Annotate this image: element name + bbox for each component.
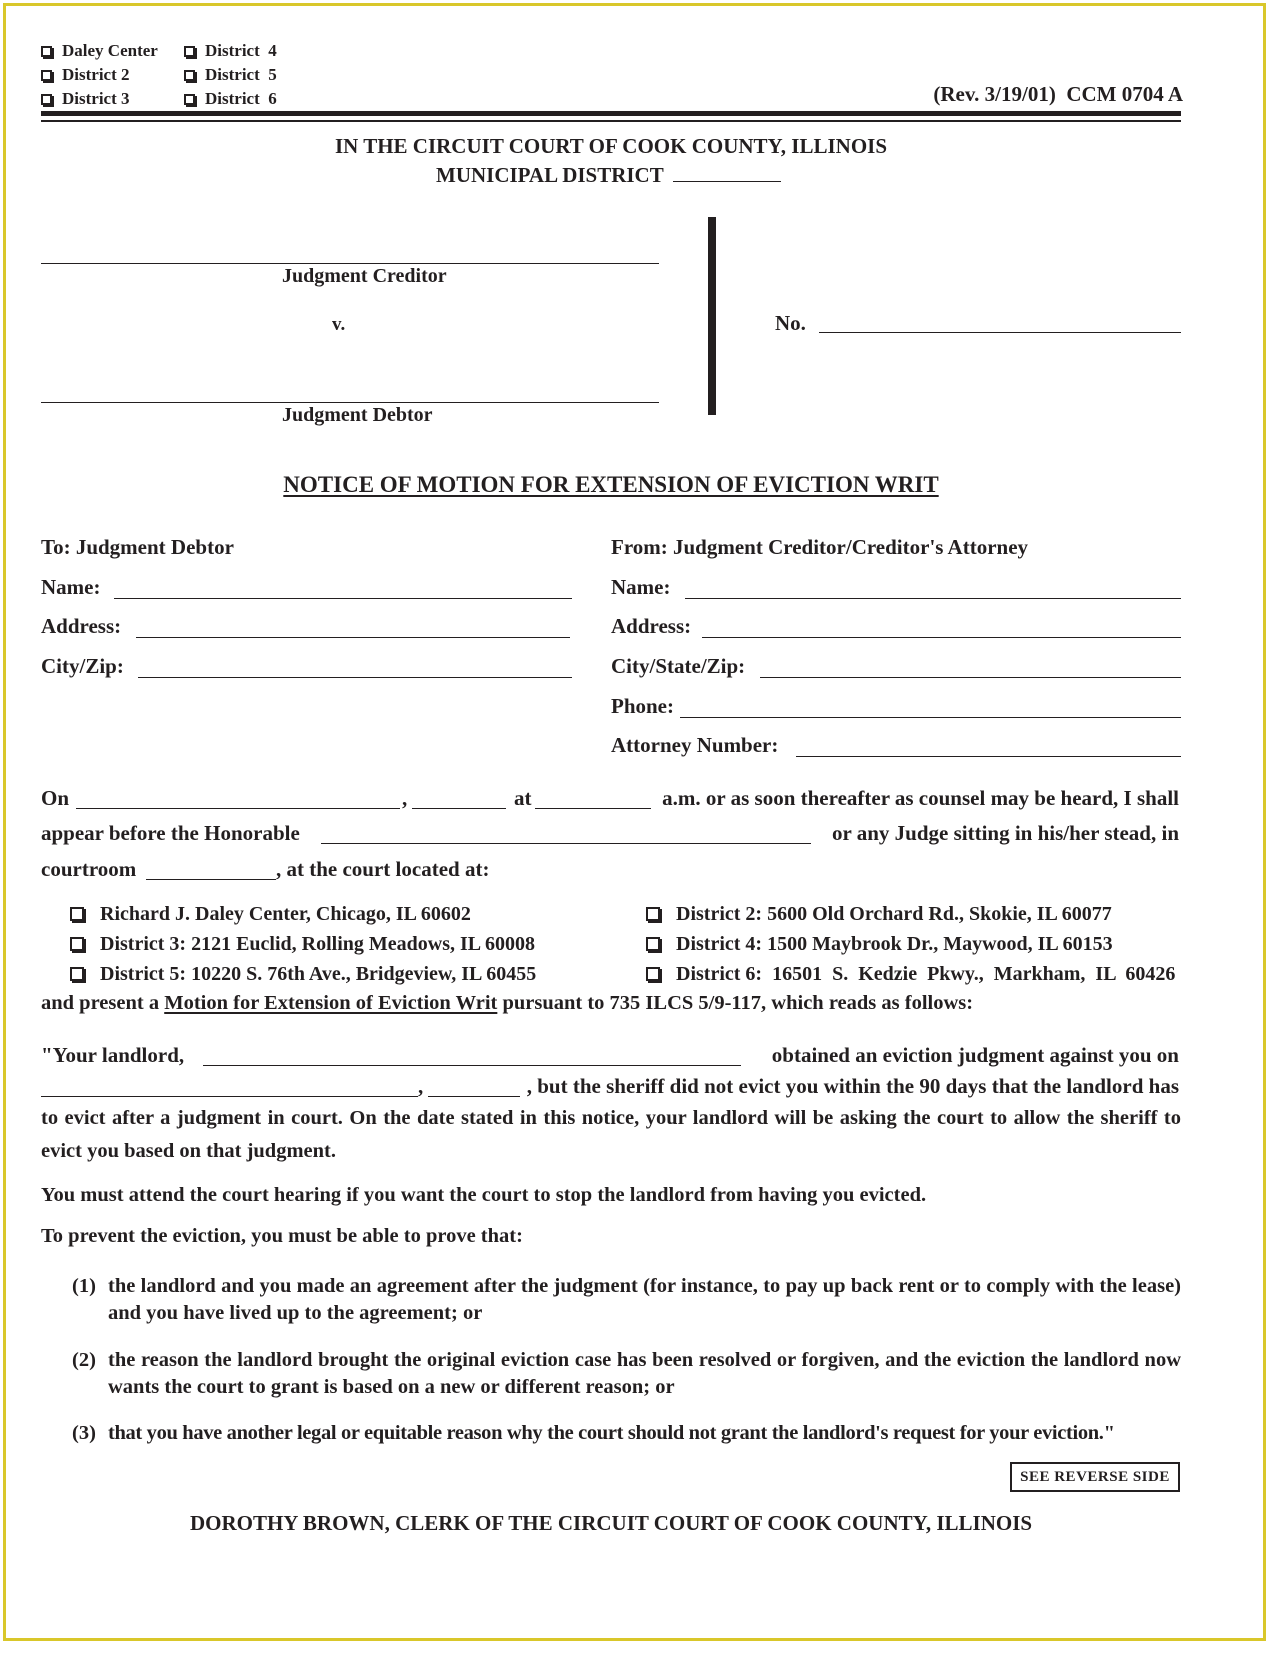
landlord-name-field[interactable] [203, 1065, 741, 1066]
checkbox-icon [184, 94, 195, 105]
hearing-at-label: at [514, 786, 532, 810]
stead-text: or any Judge sitting in his/her stead, in [832, 821, 1179, 845]
prevent-text: To prevent the eviction, you must be able to prove that: [41, 1225, 523, 1247]
court-name: IN THE CIRCUIT COURT OF COOK COUNTY, ILLINOIS [335, 134, 887, 158]
to-cityzip-label: City/Zip: [41, 654, 124, 678]
to-address-label: Address: [41, 614, 122, 638]
motion-name: Motion for Extension of Eviction Writ [164, 992, 498, 1014]
list-item: (2) the reason the landlord brought the original eviction case has been resolved or forgiven, and the eviction the landlord now wants the court to grant is based on a new or different reason; or [72, 1349, 1181, 1398]
quote-but: , but the sheriff did not evict you within the 90 days that the landlord has [526, 1074, 1179, 1098]
creditor-name-field[interactable] [41, 263, 659, 264]
from-citystatezip-label: City/State/Zip: [611, 654, 746, 678]
court-option-district-4[interactable]: District 4: 1500 Maybrook Dr., Maywood, IL 60153 [646, 929, 1182, 959]
hearing-year-field[interactable] [412, 808, 506, 809]
clerk-footer: DOROTHY BROWN, CLERK OF THE CIRCUIT COURT OF COOK COUNTY, ILLINOIS [189, 1511, 1033, 1535]
to-address-field[interactable] [136, 637, 570, 638]
checkbox-icon [184, 46, 195, 57]
court-option-district-5[interactable]: District 5: 10220 S. 76th Ave., Bridgeview, IL 60455 [70, 959, 536, 989]
list-item: (3) that you have another legal or equitable reason why the court should not grant the landlord's request for your eviction." [72, 1422, 1115, 1444]
from-name-field[interactable] [685, 598, 1181, 599]
creditor-label: Judgment Creditor [282, 265, 447, 287]
checkbox-icon [41, 94, 52, 105]
judgment-year-field[interactable] [428, 1096, 520, 1097]
district-number-field[interactable] [673, 181, 781, 182]
courtroom-field[interactable] [146, 879, 276, 880]
from-address-label: Address: [611, 614, 692, 638]
checkbox-icon [41, 70, 52, 81]
checkbox-icon [70, 967, 84, 981]
comma: , [418, 1074, 424, 1098]
judge-name-field[interactable] [321, 843, 811, 844]
checkbox-district-2[interactable]: District 2 [41, 63, 158, 87]
quote-start: "Your landlord, [41, 1043, 185, 1067]
document-title: NOTICE OF MOTION FOR EXTENSION OF EVICTION WRIT [283, 472, 939, 497]
district-checkboxes-col2 [184, 39, 277, 111]
to-heading: To: Judgment Debtor [41, 535, 234, 559]
caption-divider [708, 217, 716, 415]
from-name-label: Name: [611, 575, 671, 599]
from-phone-field[interactable] [680, 717, 1181, 718]
from-attorney-number-label: Attorney Number: [611, 733, 779, 757]
checkbox-district-3[interactable]: District 3 [41, 87, 158, 111]
versus-label: v. [332, 314, 346, 335]
from-heading: From: Judgment Creditor/Creditor's Attorney [611, 535, 1029, 559]
checkbox-daley-center[interactable]: Daley Center [41, 39, 158, 63]
to-name-field[interactable] [114, 598, 572, 599]
case-no-label: No. [775, 311, 806, 335]
court-locations-right [646, 899, 1182, 989]
comma: , [402, 786, 408, 810]
header-rule-thick [41, 111, 1181, 116]
checkbox-district-4[interactable]: District 4 [184, 39, 277, 63]
checkbox-district-6[interactable]: District 6 [184, 87, 277, 111]
see-reverse-side-box: SEE REVERSE SIDE [1010, 1462, 1180, 1492]
checkbox-icon [41, 46, 52, 57]
hearing-date-field[interactable] [76, 808, 400, 809]
debtor-label: Judgment Debtor [282, 404, 433, 426]
district-checkboxes-col1 [41, 39, 158, 111]
checkbox-icon [70, 907, 84, 921]
form-page [3, 3, 1266, 1641]
from-attorney-number-field[interactable] [796, 756, 1181, 757]
court-option-district-6[interactable]: District 6: 16501 S. Kedzie Pkwy., Markham, IL 60426 [646, 959, 1182, 989]
court-locations-left [70, 899, 536, 989]
header-rule-thin [41, 120, 1181, 122]
form-revision: (Rev. 3/19/01) CCM 0704 A [933, 82, 1183, 106]
present-motion-text: and present a Motion for Extension of Eviction Writ pursuant to 735 ILCS 5/9-117, which reads as follows: [41, 992, 974, 1014]
quote-obtained: obtained an eviction judgment against you on [771, 1043, 1179, 1067]
court-option-daley[interactable]: Richard J. Daley Center, Chicago, IL 60602 [70, 899, 536, 929]
attend-text: You must attend the court hearing if you want the court to stop the landlord from having you evicted. [41, 1184, 927, 1206]
appear-text: appear before the Honorable [41, 821, 300, 845]
judgment-date-field[interactable] [41, 1096, 418, 1097]
checkbox-icon [646, 907, 660, 921]
checkbox-icon [70, 937, 84, 951]
to-name-label: Name: [41, 575, 101, 599]
checkbox-icon [646, 967, 660, 981]
checkbox-icon [646, 937, 660, 951]
courtroom-label: courtroom [41, 857, 137, 881]
list-item: (1) the landlord and you made an agreement after the judgment (for instance, to pay up back rent or to comply with the lease) and you have lived up to the agreement; or [72, 1275, 1181, 1324]
debtor-name-field[interactable] [41, 402, 659, 403]
quote-rest: to evict after a judgment in court. On the date stated in this notice, your landlord will be asking the court to allow the sheriff to evict you based on that judgment. [41, 1107, 1181, 1162]
checkbox-icon [184, 70, 195, 81]
hearing-time-field[interactable] [535, 808, 651, 809]
case-number-field[interactable] [819, 332, 1181, 333]
municipal-district: MUNICIPAL DISTRICT [436, 163, 781, 188]
court-located-text: , at the court located at: [276, 857, 490, 881]
checkbox-district-5[interactable]: District 5 [184, 63, 277, 87]
to-cityzip-field[interactable] [138, 677, 572, 678]
court-option-district-2[interactable]: District 2: 5600 Old Orchard Rd., Skokie, IL 60077 [646, 899, 1182, 929]
from-phone-label: Phone: [611, 694, 674, 718]
hearing-am-text: a.m. or as soon thereafter as counsel may be heard, I shall [662, 786, 1179, 810]
hearing-on-label: On [41, 786, 70, 810]
court-option-district-3[interactable]: District 3: 2121 Euclid, Rolling Meadows, IL 60008 [70, 929, 536, 959]
from-citystatezip-field[interactable] [760, 677, 1181, 678]
from-address-field[interactable] [702, 637, 1181, 638]
